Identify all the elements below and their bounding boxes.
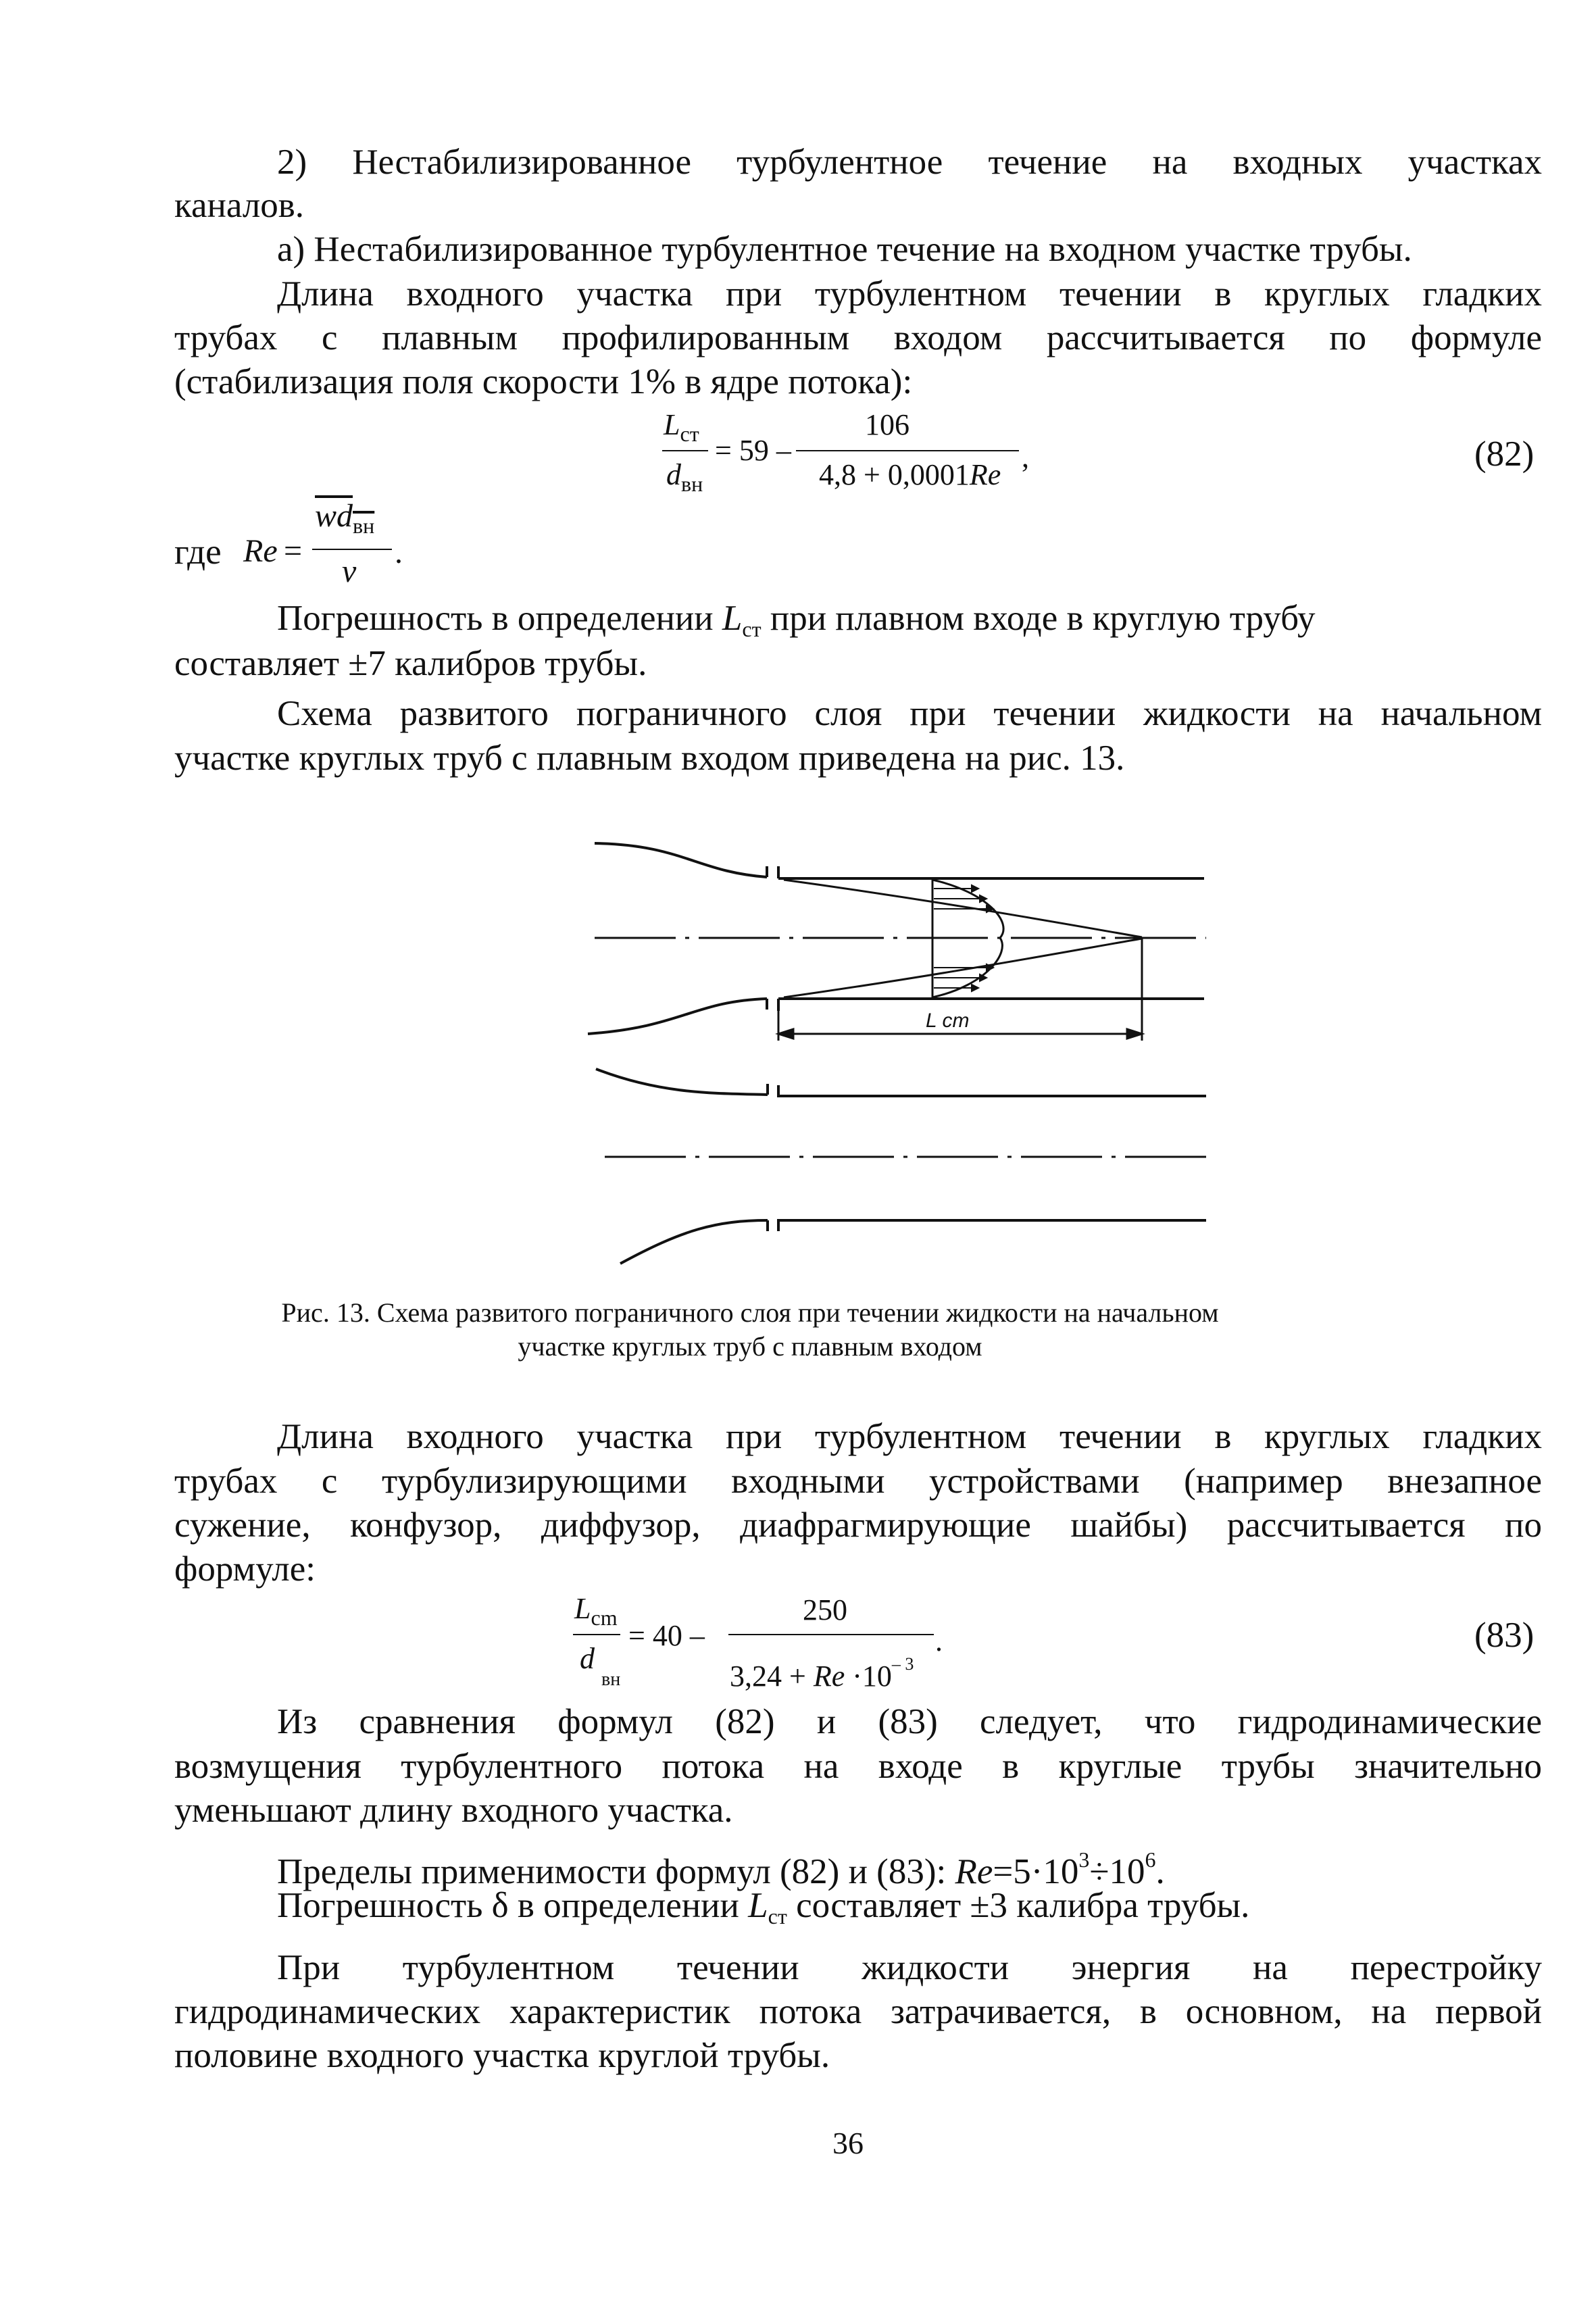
paragraph-6-line-1: Длина входного участка при турбулентном течении в круглых гладких (277, 1417, 1542, 1456)
formula-83-lhs-numerator: $L_{cm}$ (574, 1592, 618, 1630)
stabilization-length-label: L ст (926, 1010, 970, 1032)
re-equals: = (284, 533, 303, 569)
re-denominator: ν (342, 553, 357, 589)
figure-caption-line-2: участке круглых труб с плавным входом (518, 1331, 982, 1362)
formula-82-comma: , (1022, 441, 1029, 474)
paragraph-7-line-2: возмущения турбулентного потока на входе в круглые трубы значительно (174, 1747, 1542, 1786)
lower-inlet-contour (588, 999, 767, 1034)
formula-83-lhs-denominator-sub: вн (601, 1669, 621, 1690)
figure-caption-line-1: Рис. 13. Схема развитого пограничного слоя при течении жидкости на начальном (281, 1297, 1219, 1328)
re-numerator: $wd_{вн}$ (315, 498, 375, 538)
re-period: . (395, 534, 403, 570)
upper-inlet-contour (595, 843, 767, 877)
paragraph-7-line-1: Из сравнения формул (82) и (83) следует, что гидродинамические (277, 1702, 1542, 1741)
paragraph-4-line-1: Погрешность в определении $L_{ст}$ при плавном входе в круглую трубу (277, 599, 1316, 641)
paragraph-3-line-3: (стабилизация поля скорости 1% в ядре потока): (174, 362, 913, 401)
formula-83-number: (83) (1474, 1616, 1535, 1655)
formula-83-rhs-denominator: $3,24 + Re \cdot 10^{- 3}$ (730, 1654, 914, 1693)
paragraph-2: а) Нестабилизированное турбулентное течение на входном участке трубы. (277, 230, 1412, 269)
formula-82-rhs-denominator: 4,8 + 0,0001Re (819, 458, 1001, 491)
formula-82-lhs-numerator: $L_{ст}$ (664, 408, 699, 446)
paragraph-10-line-1: При турбулентном течении жидкости энергия на перестройку (277, 1948, 1542, 1987)
paragraph-6-line-2: трубах с турбулизирующими входными устройствами (например внезапное (174, 1462, 1542, 1501)
paragraph-3-line-1: Длина входного участка при турбулентном течении в круглых гладких (277, 274, 1542, 314)
formula-83-rhs-fraction-bar (728, 1634, 934, 1635)
formula-82-equals: = 59 – (715, 434, 791, 467)
bottom-lower-inlet-contour (620, 1220, 768, 1264)
paragraph-8: Пределы применимости формул (82) и (83): $Re=5\cdot 10^3\div 10^6$. (277, 1847, 1165, 1891)
paragraph-4-line-2: составляет ±7 калибров трубы. (174, 644, 647, 683)
page-number: 36 (832, 2126, 864, 2160)
paragraph-10-line-3: половине входного участка круглой трубы. (174, 2036, 830, 2075)
paragraph-6-line-3: сужение, конфузор, диффузор, диафрагмирующие шайбы) рассчитывается по (174, 1505, 1542, 1545)
paragraph-9: Погрешность δ в определении $L_{ст}$ составляет ±3 калибра трубы. (277, 1886, 1250, 1928)
paragraph-7-line-3: уменьшают длину входного участка. (174, 1791, 733, 1830)
paragraph-5-line-1: Схема развитого пограничного слоя при течении жидкости на начальном (277, 694, 1542, 733)
re-symbol: Re (243, 533, 278, 569)
where-label: где (174, 532, 222, 572)
paragraph-6-line-4: формуле: (174, 1549, 316, 1589)
formula-83-lhs-denominator: d (580, 1642, 595, 1675)
formula-83-equals: = 40 – (628, 1619, 705, 1652)
formula-82-lhs-denominator: $d_{вн}$ (666, 458, 703, 496)
paragraph-3-line-2: трубах с плавным профилированным входом рассчитывается по формуле (174, 318, 1542, 357)
formula-83-period: . (935, 1624, 943, 1658)
paragraph-5-line-2: участке круглых труб с плавным входом приведена на рис. 13. (174, 739, 1125, 778)
paragraph-10-line-2: гидродинамических характеристик потока затрачивается, в основном, на первой (174, 1992, 1542, 2031)
formula-82-number: (82) (1474, 434, 1535, 474)
formula-82-rhs-numerator: 106 (865, 408, 909, 441)
paragraph-1-line-2: каналов. (174, 186, 305, 225)
paragraph-1-line-1: 2) Нестабилизированное турбулентное течение на входных участках (277, 143, 1542, 182)
bottom-upper-inlet-contour (596, 1069, 768, 1095)
formula-83-rhs-numerator: 250 (803, 1593, 847, 1626)
formula-83-lhs-fraction-bar (573, 1634, 620, 1635)
